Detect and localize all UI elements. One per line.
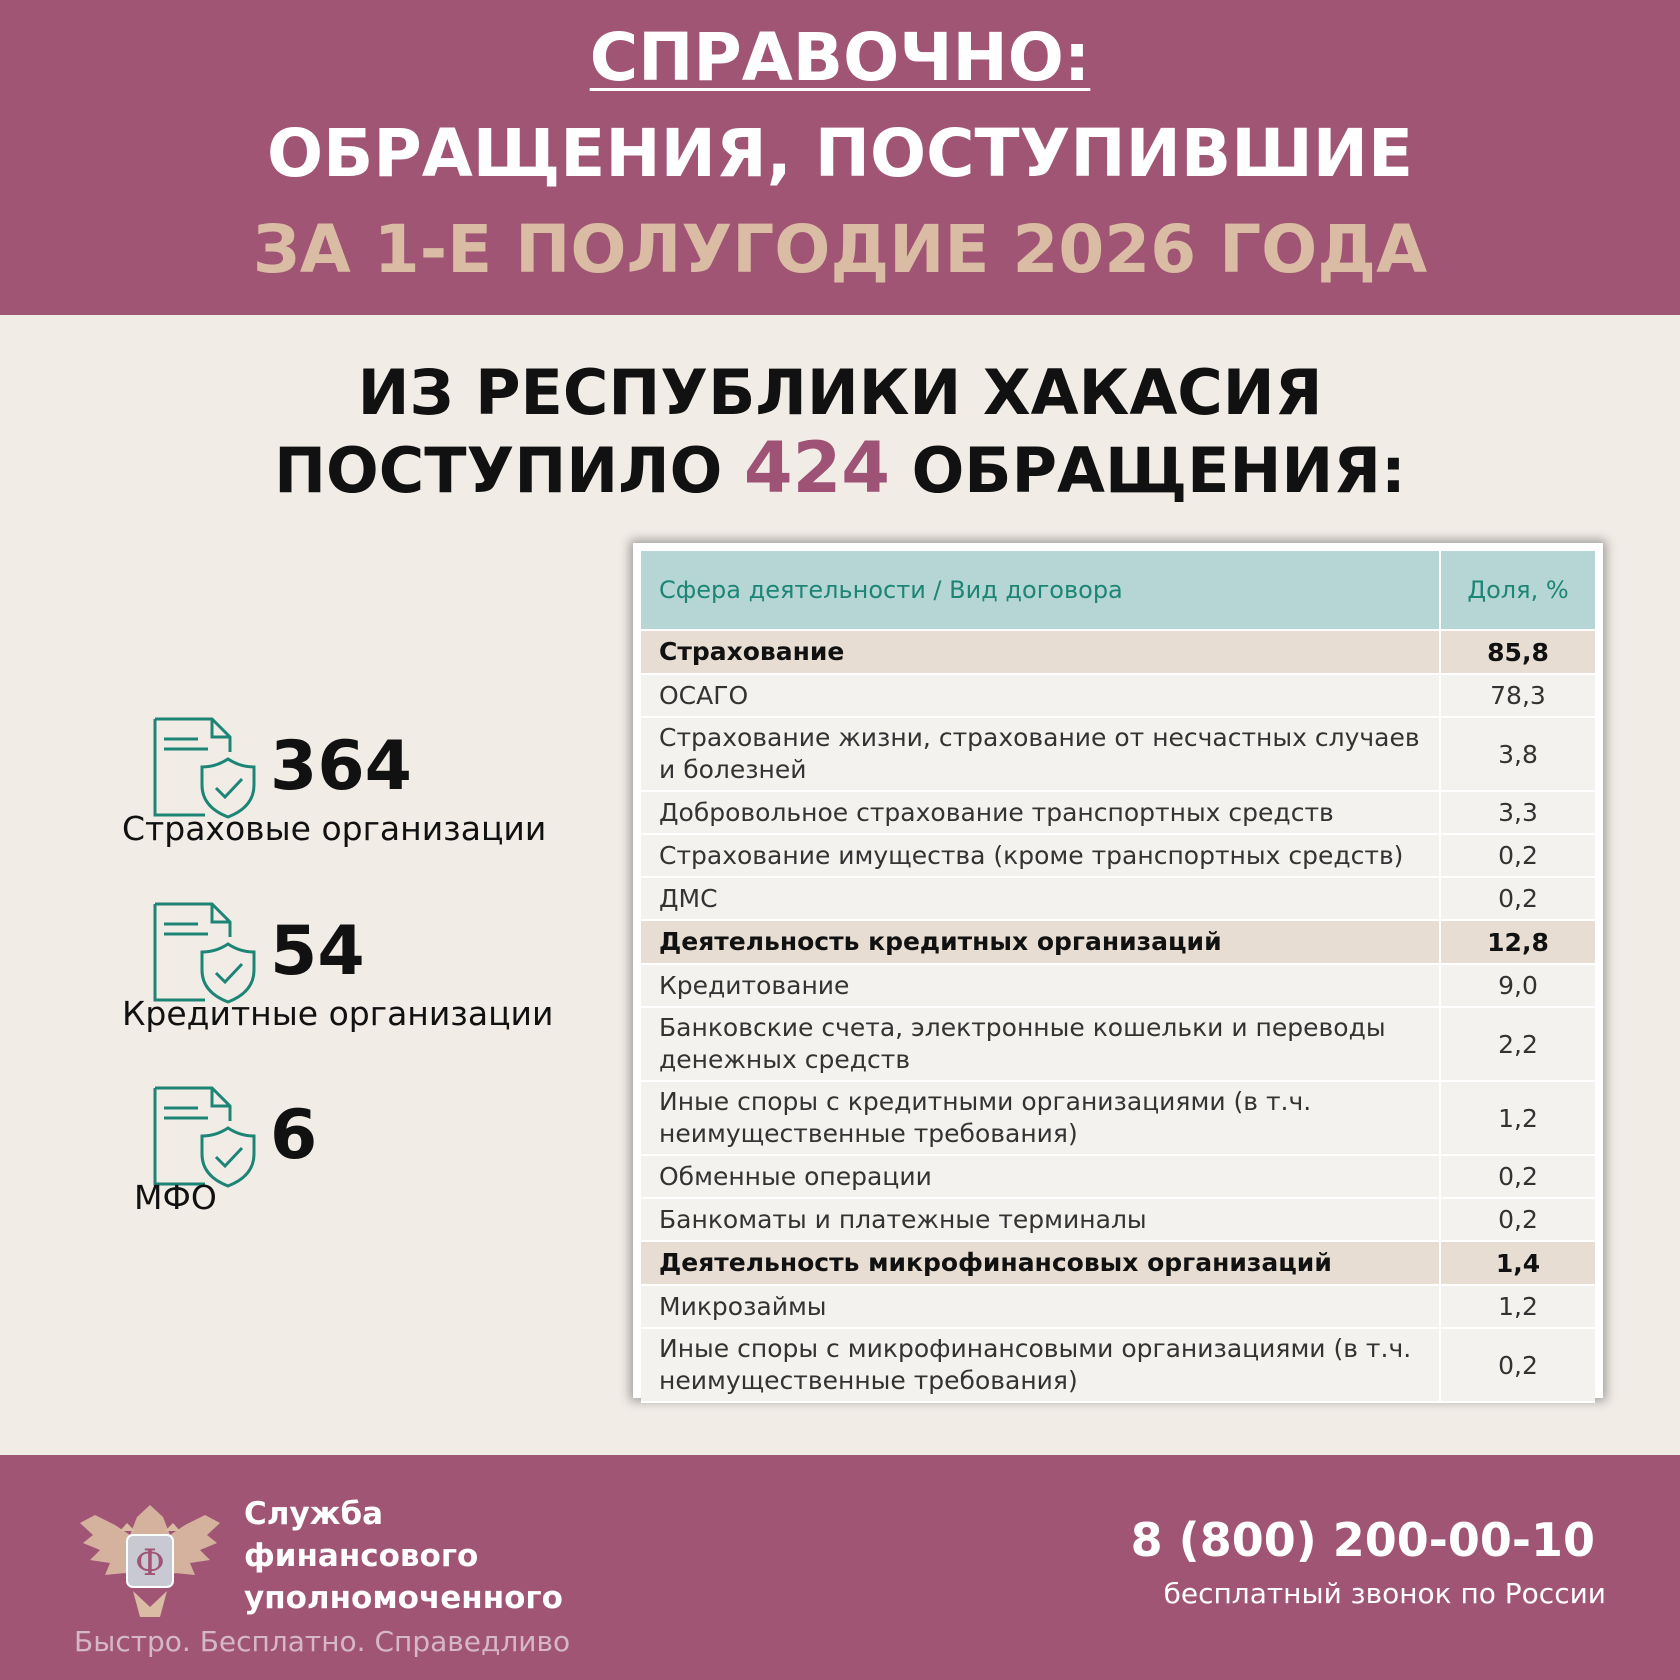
stat-label: Страховые организации [122,809,547,848]
column-header-share: Доля, % [1467,576,1569,604]
total-count: 424 [743,427,891,509]
hotline-note: бесплатный звонок по России [1163,1577,1606,1610]
hotline-phone[interactable]: 8 (800) 200-00-10 [1130,1513,1595,1567]
table-row: Добровольное страхование транспортных средств 3,3 [641,792,1595,835]
stat-credit [120,902,600,1052]
eagle-emblem-icon [75,1495,225,1625]
stat-value: 364 [270,727,412,806]
footer [0,1455,1680,1680]
stat-label: Кредитные организации [122,994,554,1033]
table-row: Иные споры с микрофинансовыми организациями (в т.ч. неимущественные требования) 0,2 [641,1329,1595,1403]
slogan: Быстро. Бесплатно. Справедливо [74,1625,571,1658]
stat-label: МФО [134,1178,217,1217]
table-row: Иные споры с кредитными организациями (в т.ч. неимущественные требования) 1,2 [641,1082,1595,1156]
region-heading: ИЗ РЕСПУБЛИКИ ХАКАСИЯ [357,356,1323,429]
stat-value: 6 [270,1096,318,1175]
table-header-row [641,551,1595,631]
header-period: ЗА 1-Е ПОЛУГОДИЕ 2026 ГОДА [252,211,1428,288]
table-row: Микрозаймы 1,2 [641,1286,1595,1329]
total-heading: ПОСТУПИЛО 424 ОБРАЩЕНИЯ: [274,427,1406,509]
stat-mfo [120,1086,600,1236]
table-row: Кредитование 9,0 [641,965,1595,1008]
header-line-2: ОБРАЩЕНИЯ, ПОСТУПИВШИЕ [266,115,1414,192]
table-row: ОСАГО 78,3 [641,675,1595,718]
table-row: Деятельность кредитных организаций 12,8 [641,921,1595,965]
table-body [641,551,1595,1403]
table-row: Деятельность микрофинансовых организаций 1,4 [641,1242,1595,1286]
appeals-table [633,543,1603,1398]
table-row: Обменные операции 0,2 [641,1156,1595,1199]
svg-text:Ф: Ф [135,1543,165,1584]
header-banner [0,0,1680,315]
table-row: Страхование жизни, страхование от несчастных случаев и болезней 3,8 [641,718,1595,792]
table-row: Банковские счета, электронные кошельки и переводы денежных средств 2,2 [641,1008,1595,1082]
table-row: Банкоматы и платежные терминалы 0,2 [641,1199,1595,1242]
table-row: Страхование 85,8 [641,631,1595,675]
org-name: Служба финансового уполномоченного [244,1496,563,1616]
column-header-category: Сфера деятельности / Вид договора [641,551,1441,629]
header-title: СПРАВОЧНО: [589,19,1091,96]
stat-value: 54 [270,912,365,991]
table-row: ДМС 0,2 [641,878,1595,921]
table-row: Страхование имущества (кроме транспортных средств) 0,2 [641,835,1595,878]
stat-insurance [120,717,600,867]
